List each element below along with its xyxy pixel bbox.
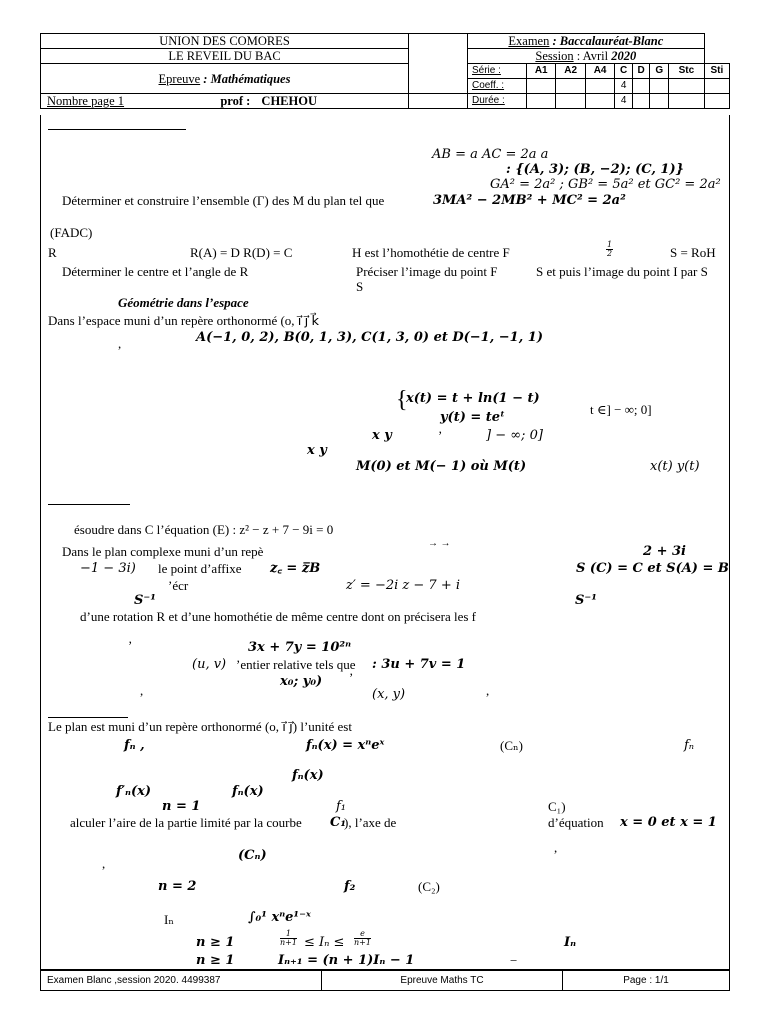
duree-stc: [669, 94, 704, 109]
line-homothety-def: H est l’homothétie de centre F: [352, 245, 510, 260]
line-xy-pair: (x, y): [372, 687, 406, 702]
fraction-one-over-n1: [280, 930, 297, 947]
line-uv: (u, v): [192, 657, 227, 672]
line-xt-yt: x(t) y(t): [650, 459, 700, 474]
section-rule-3: [48, 717, 128, 718]
line-repere-espace: Dans l’espace muni d’un repère orthonormé (o, i⃗ j⃗ k⃗: [48, 313, 320, 328]
exam-header: [40, 33, 730, 109]
line-c1-bold: C₁: [330, 815, 347, 830]
duree-a2: [556, 94, 585, 109]
nombre-prof-cell: [41, 94, 409, 109]
fraction-denominator: n+1: [354, 938, 371, 947]
line-ga-gb-gc: GA² = 2a² ; GB² = 5a² et GC² = 2a²: [490, 177, 721, 192]
line-gamma-question: Déterminer et construire l’ensemble (Γ) des M du plan tel que: [62, 193, 385, 208]
line-comma: ,: [118, 336, 122, 351]
line-apostrophe-2: ’: [128, 638, 133, 653]
line-gamma-equation: 3MA² − 2MB² + MC² = 2a²: [433, 193, 626, 208]
exam-footer: [40, 970, 730, 991]
line-apostrophe-3: ’: [349, 670, 354, 685]
section-rule-1: [48, 129, 186, 130]
line-cn: (Cₙ): [500, 738, 523, 753]
footer-right: Page : 1/1: [563, 971, 730, 991]
fraction-numerator: e: [354, 930, 371, 939]
coeff-a1: [527, 79, 556, 94]
coeff-sti: [704, 79, 729, 94]
line-repere-plan: Le plan est muni d’un repère orthonormé (o, i⃗ j⃗) l’unité est: [48, 719, 352, 734]
session-cell: [468, 49, 705, 64]
content-frame: [40, 115, 730, 970]
serie-stc: Stc: [669, 64, 704, 79]
line-image-f: Préciser l’image du point F: [356, 264, 498, 279]
line-affix-minus: −1 − 3i): [80, 561, 136, 576]
line-affix-2-3i: 2 + 3i: [643, 544, 686, 559]
country-cell: UNION DES COMORES: [41, 34, 409, 49]
line-in-right: Iₙ: [564, 935, 577, 950]
line-point-affixe: le point d’affixe: [158, 561, 242, 576]
examen-value: : Baccalauréat-Blanc: [552, 34, 664, 48]
line-inequality: ≤ Iₙ ≤: [304, 935, 345, 950]
section-rule-2: [48, 504, 130, 505]
line-recurrence: Iₙ₊₁ = (n + 1)Iₙ − 1: [278, 953, 415, 968]
prof-name: CHEHOU: [261, 94, 317, 108]
line-fn-prime: f′ₙ(x): [116, 784, 152, 799]
line-xy-2: x y: [307, 443, 327, 458]
line-ecriture: ’écr: [168, 578, 189, 593]
footer-center: Epreuve Maths TC: [322, 971, 563, 991]
line-apostrophe: ’: [438, 428, 443, 443]
line-points-abcd: A(−1, 0, 2), B(0, 1, 3), C(1, 3, 0) et D(−1, −1, 1): [196, 330, 543, 345]
serie-d: D: [632, 64, 650, 79]
line-s-conditions: S (C) = C et S(A) = B: [576, 561, 729, 576]
line-fn-right: fₙ: [684, 738, 695, 753]
examen-cell: [468, 34, 705, 49]
coeff-a4: [585, 79, 614, 94]
line-fn-label: fₙ ,: [124, 738, 145, 753]
line-s-label: S: [356, 279, 364, 294]
line-comma-2: ,: [140, 683, 144, 698]
line-n-equals-2: n = 2: [158, 879, 197, 894]
line-rotation-def: R(A) = D R(D) = C: [190, 245, 293, 260]
duree-a1: [527, 94, 556, 109]
coeff-stc: [669, 79, 704, 94]
serie-sti: Sti: [704, 64, 729, 79]
line-fn-x-2: fₙ(x): [232, 784, 264, 799]
line-fn-definition: fₙ(x) = xⁿeˣ: [306, 738, 385, 753]
line-barycenter-points: : {(A, 3); (B, −2); (C, 1)}: [506, 162, 684, 177]
line-axe-de: ), l’axe de: [344, 815, 397, 830]
session-year: 2020: [611, 49, 637, 63]
line-integral: ∫₀¹ xⁿe¹⁻ˣ: [248, 910, 311, 925]
line-s-definition: S = RoH: [670, 245, 716, 260]
line-comma-4: ,: [102, 856, 106, 871]
line-diophantine: 3x + 7y = 10²ⁿ: [248, 640, 352, 655]
session-label: Session: [535, 49, 574, 63]
vector-arrows: → →: [428, 538, 451, 549]
duree-label: Durée :: [468, 94, 527, 109]
line-x0-y0: x₀; y₀): [280, 674, 323, 689]
line-comma-5: ,: [554, 840, 558, 855]
line-f1: f₁: [336, 799, 347, 814]
prof-label: prof :: [220, 94, 251, 108]
line-3u-7v: : 3u + 7v = 1: [372, 657, 466, 672]
org-cell: LE REVEIL DU BAC: [41, 49, 409, 64]
epreuve-value: : Mathématiques: [203, 71, 291, 86]
serie-g: G: [650, 64, 669, 79]
line-xy-1: x y: [372, 428, 392, 443]
examen-label: Examen: [508, 34, 550, 48]
section-title-espace: Géométrie dans l’espace: [118, 295, 249, 310]
fraction-e-over-n1: [354, 930, 371, 947]
coeff-g: [650, 79, 669, 94]
header-spacer: [409, 34, 468, 94]
line-param-t: t ∈] − ∞; 0]: [590, 402, 652, 417]
line-interval: ] − ∞; 0]: [486, 428, 543, 443]
line-entier-relative: ’entier relative tels que: [236, 657, 356, 672]
fraction-one-half: [606, 241, 613, 258]
duree-g: [650, 94, 669, 109]
line-z-prime: z′ = −2i z − 7 + i: [346, 578, 461, 593]
line-fadc: (FADC): [50, 225, 93, 240]
fraction-denominator: n+1: [280, 938, 297, 947]
line-rotation-homothetie: d’une rotation R et d’une homothétie de même centre dont on précisera les f: [80, 609, 476, 624]
line-c1: C₁): [548, 799, 566, 814]
duree-a4: [585, 94, 614, 109]
line-s-inverse: S⁻¹: [134, 593, 156, 608]
header-spacer-2: [409, 94, 468, 109]
fraction-denominator: 2: [607, 249, 613, 258]
line-f2: f₂: [344, 879, 356, 894]
line-dash: −: [510, 953, 518, 968]
line-c2: (C₂): [418, 879, 440, 894]
line-points-m: M(0) et M(− 1) où M(t): [356, 459, 527, 474]
footer-left: Examen Blanc ,session 2020. 4499387: [41, 971, 322, 991]
line-param-y: y(t) = teᵗ: [440, 410, 505, 425]
line-n-geq-1-b: n ≥ 1: [196, 953, 235, 968]
nombre-page: Nombre page 1: [47, 94, 125, 108]
coeff-c: 4: [615, 79, 633, 94]
epreuve-label: Epreuve: [158, 71, 201, 86]
serie-label: Série :: [468, 64, 527, 79]
line-fn-x: fₙ(x): [292, 768, 324, 783]
line-ab-ac: AB = a AC = 2a a: [432, 147, 549, 162]
line-equation-e: ésoudre dans C l’équation (E) : z² − z + 7 − 9i = 0: [74, 522, 334, 537]
coeff-label: Coeff. :: [468, 79, 527, 94]
coeff-d: [632, 79, 650, 94]
line-param-x: x(t) = t + ln(1 − t): [406, 391, 540, 406]
line-d-equation: d’équation: [548, 815, 604, 830]
duree-d: [632, 94, 650, 109]
line-aire: alculer l’aire de la partie limité par la courbe: [70, 815, 302, 830]
coeff-a2: [556, 79, 585, 94]
line-comma-3: ,: [486, 683, 490, 698]
line-n-geq-1: n ≥ 1: [196, 935, 235, 950]
line-plan-complexe: Dans le plan complexe muni d’un repè: [62, 544, 264, 559]
line-in-label: Iₙ: [164, 912, 174, 927]
line-n-equals-1: n = 1: [162, 799, 201, 814]
duree-sti: [704, 94, 729, 109]
line-s-inverse-2: S⁻¹: [575, 593, 597, 608]
session-value: : Avril: [576, 49, 609, 63]
duree-c: 4: [615, 94, 633, 109]
serie-a4: A4: [585, 64, 614, 79]
serie-c: C: [615, 64, 633, 79]
serie-a1: A1: [527, 64, 556, 79]
line-r-center-angle: Déterminer le centre et l’angle de R: [62, 264, 249, 279]
serie-a2: A2: [556, 64, 585, 79]
fraction-numerator: 1: [280, 930, 297, 939]
fraction-numerator: 1: [607, 240, 613, 249]
line-r-label: R: [48, 245, 57, 260]
line-zc: z꜀ = z̅B: [270, 561, 321, 576]
system-brace: {: [396, 387, 408, 413]
line-x-bounds: x = 0 et x = 1: [620, 815, 717, 830]
epreuve-cell: [41, 64, 409, 94]
line-image-i: S et puis l’image du point I par S: [536, 264, 708, 279]
line-cn-bold: (Cₙ): [238, 848, 267, 863]
